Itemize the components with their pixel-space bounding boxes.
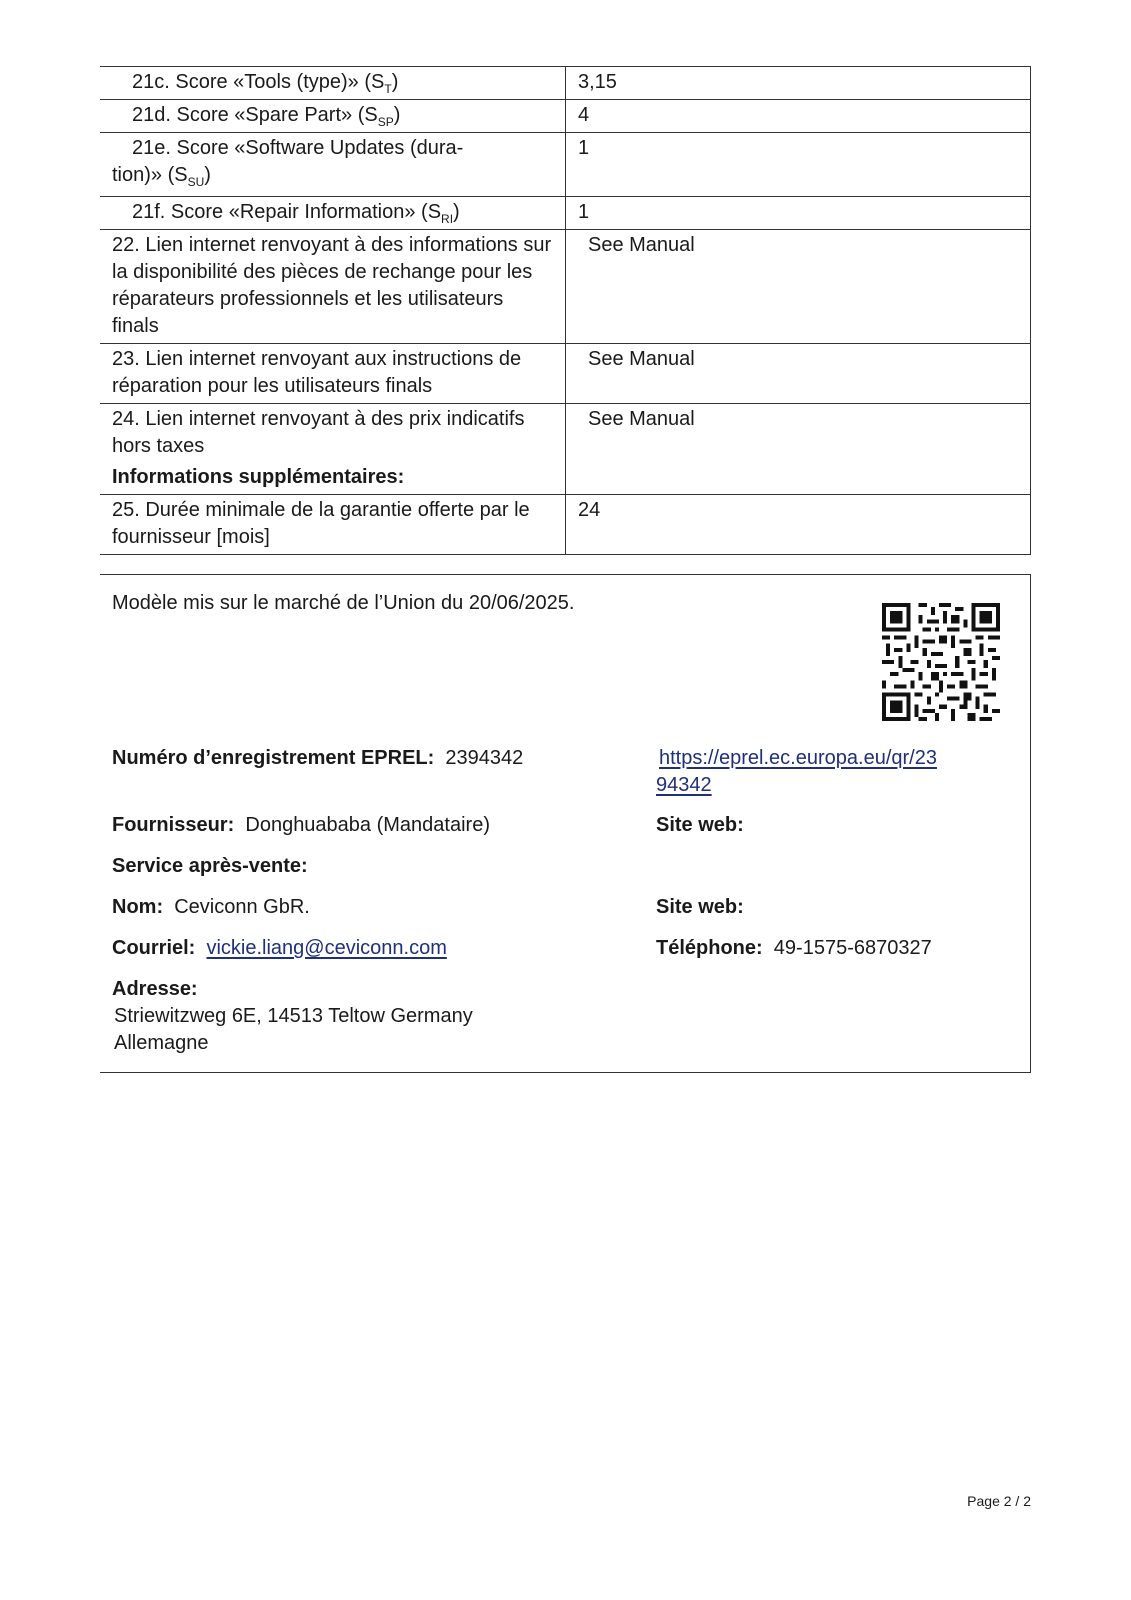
additional-info-heading: Informations supplémentaires:: [112, 466, 405, 488]
row-label: 24. Lien internet renvoyant à des prix indicatifs hors taxes: [112, 408, 525, 457]
eprel-link[interactable]: https://eprel.ec.europa.eu/qr/23 94342: [656, 747, 937, 796]
spec-table: [100, 66, 1031, 555]
row-value: 3,15: [566, 67, 1031, 100]
row-value: 1: [566, 133, 1031, 197]
row-label: 21d. Score «Spare Part» $(S_{SP})$: [132, 104, 401, 129]
row-value: See Manual: [566, 404, 1031, 495]
row-value: 24: [566, 495, 1031, 555]
table-row: [100, 197, 1031, 230]
supplier-label: Fournisseur:: [112, 814, 235, 836]
after-sales-heading: Service après-vente:: [112, 855, 308, 877]
row-label: 21c. Score «Tools (type)» $(S_T)$: [132, 71, 399, 96]
table-row: [100, 404, 1031, 495]
table-row: [100, 100, 1031, 133]
row-label-line1: 21e. Score «Software Updates (dura-: [132, 137, 464, 159]
row-value: 4: [566, 100, 1031, 133]
qr-code-icon: [882, 603, 1000, 721]
address-value: [114, 1003, 473, 1057]
row-label-line2: tion)» $(S_{SU})$: [112, 164, 211, 189]
email-field: [112, 935, 447, 962]
email-link[interactable]: vickie.liang@ceviconn.com: [206, 937, 447, 959]
row-label: 21f. Score «Repair Information» $(S_{RI})$: [132, 201, 460, 226]
table-row: [100, 230, 1031, 344]
name-label: Nom:: [112, 896, 164, 918]
eprel-label: Numéro d’enregistrement EPREL:: [112, 747, 435, 769]
phone-field: [656, 935, 932, 962]
table-row: [100, 495, 1031, 555]
supplier-website-label: Site web:: [656, 814, 744, 836]
name-value: Ceviconn GbR.: [174, 896, 310, 918]
supplier-value: Donghuababa (Mandataire): [245, 814, 490, 836]
row-label: 23. Lien internet renvoyant aux instructions de réparation pour les utilisateurs finals: [100, 344, 566, 404]
row-value: See Manual: [566, 344, 1031, 404]
table-row: [100, 344, 1031, 404]
eprel-value: 2394342: [445, 747, 524, 769]
address-line-1: Striewitzweg 6E, 14513 Teltow Germany: [114, 1005, 473, 1027]
supplier-info-box: [100, 574, 1031, 1073]
row-value: 1: [566, 197, 1031, 230]
market-date: Modèle mis sur le marché de l’Union du 20/06/2025.: [112, 592, 575, 614]
phone-value: 49-1575-6870327: [773, 937, 932, 959]
page-number: Page 2 / 2: [967, 1493, 1031, 1509]
name-field: [112, 894, 310, 921]
phone-label: Téléphone:: [656, 937, 763, 959]
table-row: [100, 67, 1031, 100]
spec-table-section: [100, 66, 1031, 555]
service-website-label: Site web:: [656, 896, 744, 918]
eprel-link-container: [656, 745, 976, 799]
row-label: 22. Lien internet renvoyant à des informations sur la disponibilité des pièces de rechange pour les réparateurs professionnels et les utilisateurs finals: [100, 230, 566, 344]
email-label: Courriel:: [112, 937, 196, 959]
supplier-field: [112, 812, 490, 839]
row-value: See Manual: [566, 230, 1031, 344]
address-line-2: Allemagne: [114, 1032, 209, 1054]
table-row: [100, 133, 1031, 197]
row-label: 25. Durée minimale de la garantie offerte par le fournisseur [mois]: [100, 495, 566, 555]
address-label: Adresse:: [112, 978, 198, 1000]
eprel-field: [112, 745, 523, 772]
